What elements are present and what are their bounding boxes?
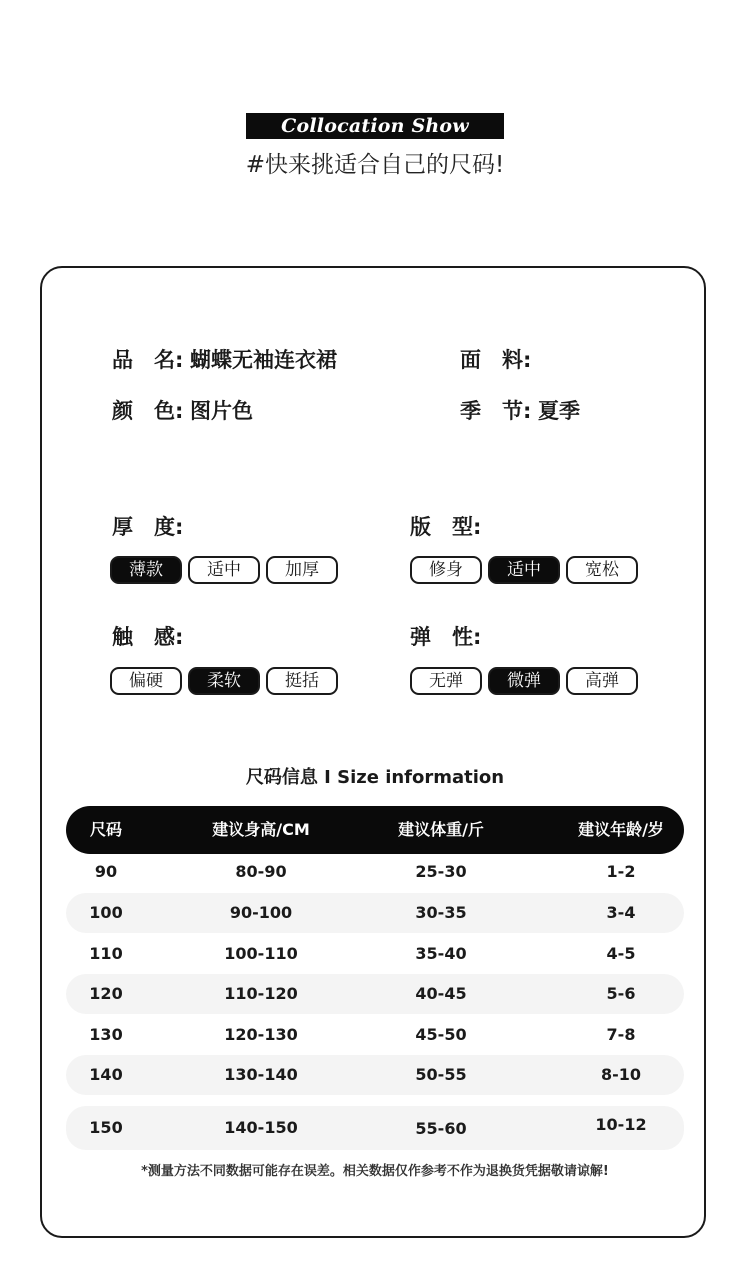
fabric-label: 面 料: [460,348,532,372]
fit-option: 适中 [488,556,560,584]
height-cell: 90-100 [229,903,293,922]
table-row [66,1015,684,1055]
feel-title: 触 感: [112,625,184,649]
weight-cell: 55-60 [415,1119,467,1138]
table-row [66,934,684,974]
age-cell: 5-6 [606,984,636,1003]
thickness-option: 加厚 [266,556,338,584]
size-table-header [66,806,684,854]
season [460,396,580,426]
size-cell: 150 [89,1118,123,1137]
feel-option: 偏硬 [110,667,182,695]
fit-option: 宽松 [566,556,638,584]
product-name-value: 蝴蝶无袖连衣裙 [190,348,337,372]
stretch-option: 无弹 [410,667,482,695]
color [112,396,253,426]
collocation-show-banner: Collocation Show [246,113,504,139]
weight-cell: 25-30 [415,862,467,881]
fit-options [410,556,638,584]
thickness-options [110,556,338,584]
age-cell: 1-2 [606,862,636,881]
size-cell: 110 [89,944,123,963]
age-cell: 4-5 [606,944,636,963]
stretch-options [410,667,638,695]
table-row [66,852,684,892]
age-cell: 10-12 [595,1115,647,1134]
feel-option: 挺括 [266,667,338,695]
table-row [66,893,684,933]
thickness-option: 薄款 [110,556,182,584]
size-cell: 140 [89,1065,123,1084]
page-subtitle: #快来挑适合自己的尺码! [245,152,505,178]
stretch-option: 高弹 [566,667,638,695]
height-cell: 110-120 [224,984,298,1003]
stretch-title: 弹 性: [410,625,482,649]
feel-options [110,667,338,695]
season-label: 季 节: [460,399,532,423]
feel-option: 柔软 [188,667,260,695]
header-age: 建议年龄/岁 [578,820,664,839]
table-row [66,974,684,1014]
size-cell: 120 [89,984,123,1003]
height-cell: 130-140 [224,1065,298,1084]
weight-cell: 45-50 [415,1025,467,1044]
height-cell: 80-90 [235,862,287,881]
fit-title: 版 型: [410,515,482,539]
size-cell: 130 [89,1025,123,1044]
product-name-label: 品 名: [112,348,184,372]
age-cell: 7-8 [606,1025,636,1044]
color-value: 图片色 [190,399,253,423]
age-cell: 3-4 [606,903,636,922]
header-weight: 建议体重/斤 [398,820,484,839]
product-name [112,345,337,375]
color-label: 颜 色: [112,399,184,423]
height-cell: 120-130 [224,1025,298,1044]
season-value: 夏季 [538,399,580,423]
measurement-disclaimer: *测量方法不同数据可能存在误差。相关数据仅作参考不作为退换货凭据敬请谅解! [141,1164,609,1179]
size-table-title: 尺码信息 I Size information [245,767,505,788]
header-height: 建议身高/CM [212,820,310,839]
header-size: 尺码 [89,820,122,839]
height-cell: 140-150 [224,1118,298,1137]
table-row [66,1106,684,1150]
size-cell: 100 [89,903,123,922]
thickness-option: 适中 [188,556,260,584]
size-cell: 90 [94,862,118,881]
age-cell: 8-10 [600,1065,642,1084]
stretch-option: 微弹 [488,667,560,695]
weight-cell: 30-35 [415,903,467,922]
fabric [460,345,538,375]
weight-cell: 40-45 [415,984,467,1003]
weight-cell: 35-40 [415,944,467,963]
thickness-title: 厚 度: [112,515,184,539]
fit-option: 修身 [410,556,482,584]
height-cell: 100-110 [224,944,298,963]
weight-cell: 50-55 [415,1065,467,1084]
table-row [66,1055,684,1095]
